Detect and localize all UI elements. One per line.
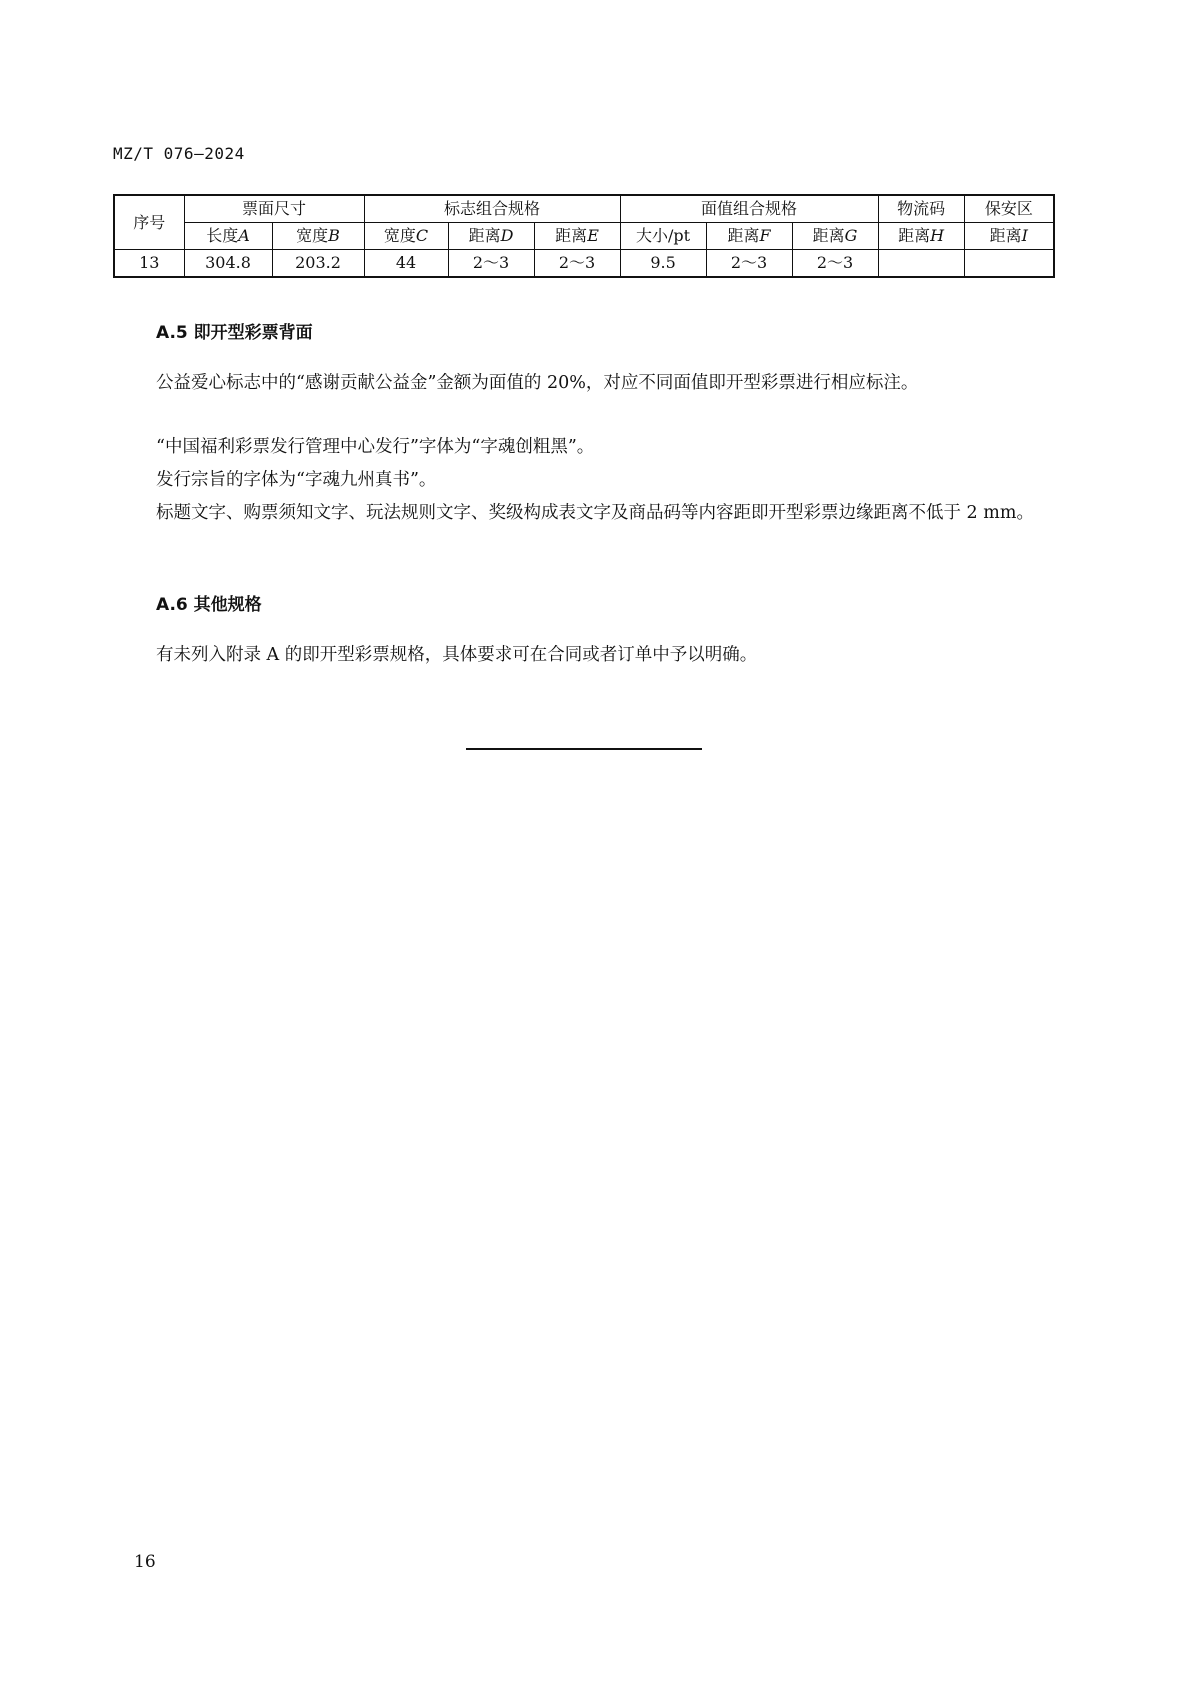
cell-dist-h: [878, 250, 964, 278]
header-ticket-size: 票面尺寸: [184, 195, 364, 223]
section-a6-title: A.6 其他规格: [156, 595, 262, 615]
section-a6-paragraph-1: 有未列入附录 A 的即开型彩票规格，具体要求可在合同或者订单中予以明确。: [156, 645, 758, 665]
end-rule: [466, 748, 702, 750]
cell-logo-width: 44: [364, 250, 448, 278]
cell-seq: 13: [114, 250, 184, 278]
cell-dist-i: [964, 250, 1054, 278]
table-row: [114, 250, 1054, 278]
header-security-top: 保安区: [964, 195, 1054, 223]
section-a5-paragraph-3: 发行宗旨的字体为“字魂九州真书”。: [156, 470, 437, 490]
document-code: MZ/T 076—2024: [113, 144, 245, 163]
section-a5-paragraph-4: 标题文字、购票须知文字、玩法规则文字、奖级构成表文字及商品码等内容距即开型彩票边缘距离不低于 2 mm。: [156, 503, 1034, 523]
cell-dist-f: 2～3: [706, 250, 792, 278]
page-number: 16: [134, 1552, 156, 1572]
cell-length: 304.8: [184, 250, 272, 278]
cell-size-pt: 9.5: [620, 250, 706, 278]
cell-dist-d: 2～3: [448, 250, 534, 278]
header-seq: 序号: [114, 195, 184, 250]
section-a5-paragraph-2: “中国福利彩票发行管理中心发行”字体为“字魂创粗黑”。: [156, 437, 595, 457]
sub-dist-f: 距离F: [706, 223, 792, 250]
section-a5-title: A.5 即开型彩票背面: [156, 323, 313, 343]
cell-dist-e: 2～3: [534, 250, 620, 278]
header-logistics-bottom: 距离H: [878, 223, 964, 250]
sub-size-pt: 大小/pt: [620, 223, 706, 250]
section-a5-paragraph-1: 公益爱心标志中的“感谢贡献公益金”金额为面值的 20%，对应不同面值即开型彩票进行相应标注。: [156, 373, 919, 393]
sub-width: 宽度B: [272, 223, 364, 250]
cell-dist-g: 2～3: [792, 250, 878, 278]
table-header-row: [114, 195, 1054, 223]
header-logo-group: 标志组合规格: [364, 195, 620, 223]
sub-dist-g: 距离G: [792, 223, 878, 250]
sub-dist-d: 距离D: [448, 223, 534, 250]
header-logistics-top: 物流码: [878, 195, 964, 223]
sub-dist-e: 距离E: [534, 223, 620, 250]
cell-width: 203.2: [272, 250, 364, 278]
sub-length: 长度A: [184, 223, 272, 250]
sub-logo-width: 宽度C: [364, 223, 448, 250]
spec-table: [113, 194, 1055, 278]
header-security-bottom: 距离I: [964, 223, 1054, 250]
header-value-group: 面值组合规格: [620, 195, 878, 223]
table-subheader-row: [114, 223, 1054, 250]
